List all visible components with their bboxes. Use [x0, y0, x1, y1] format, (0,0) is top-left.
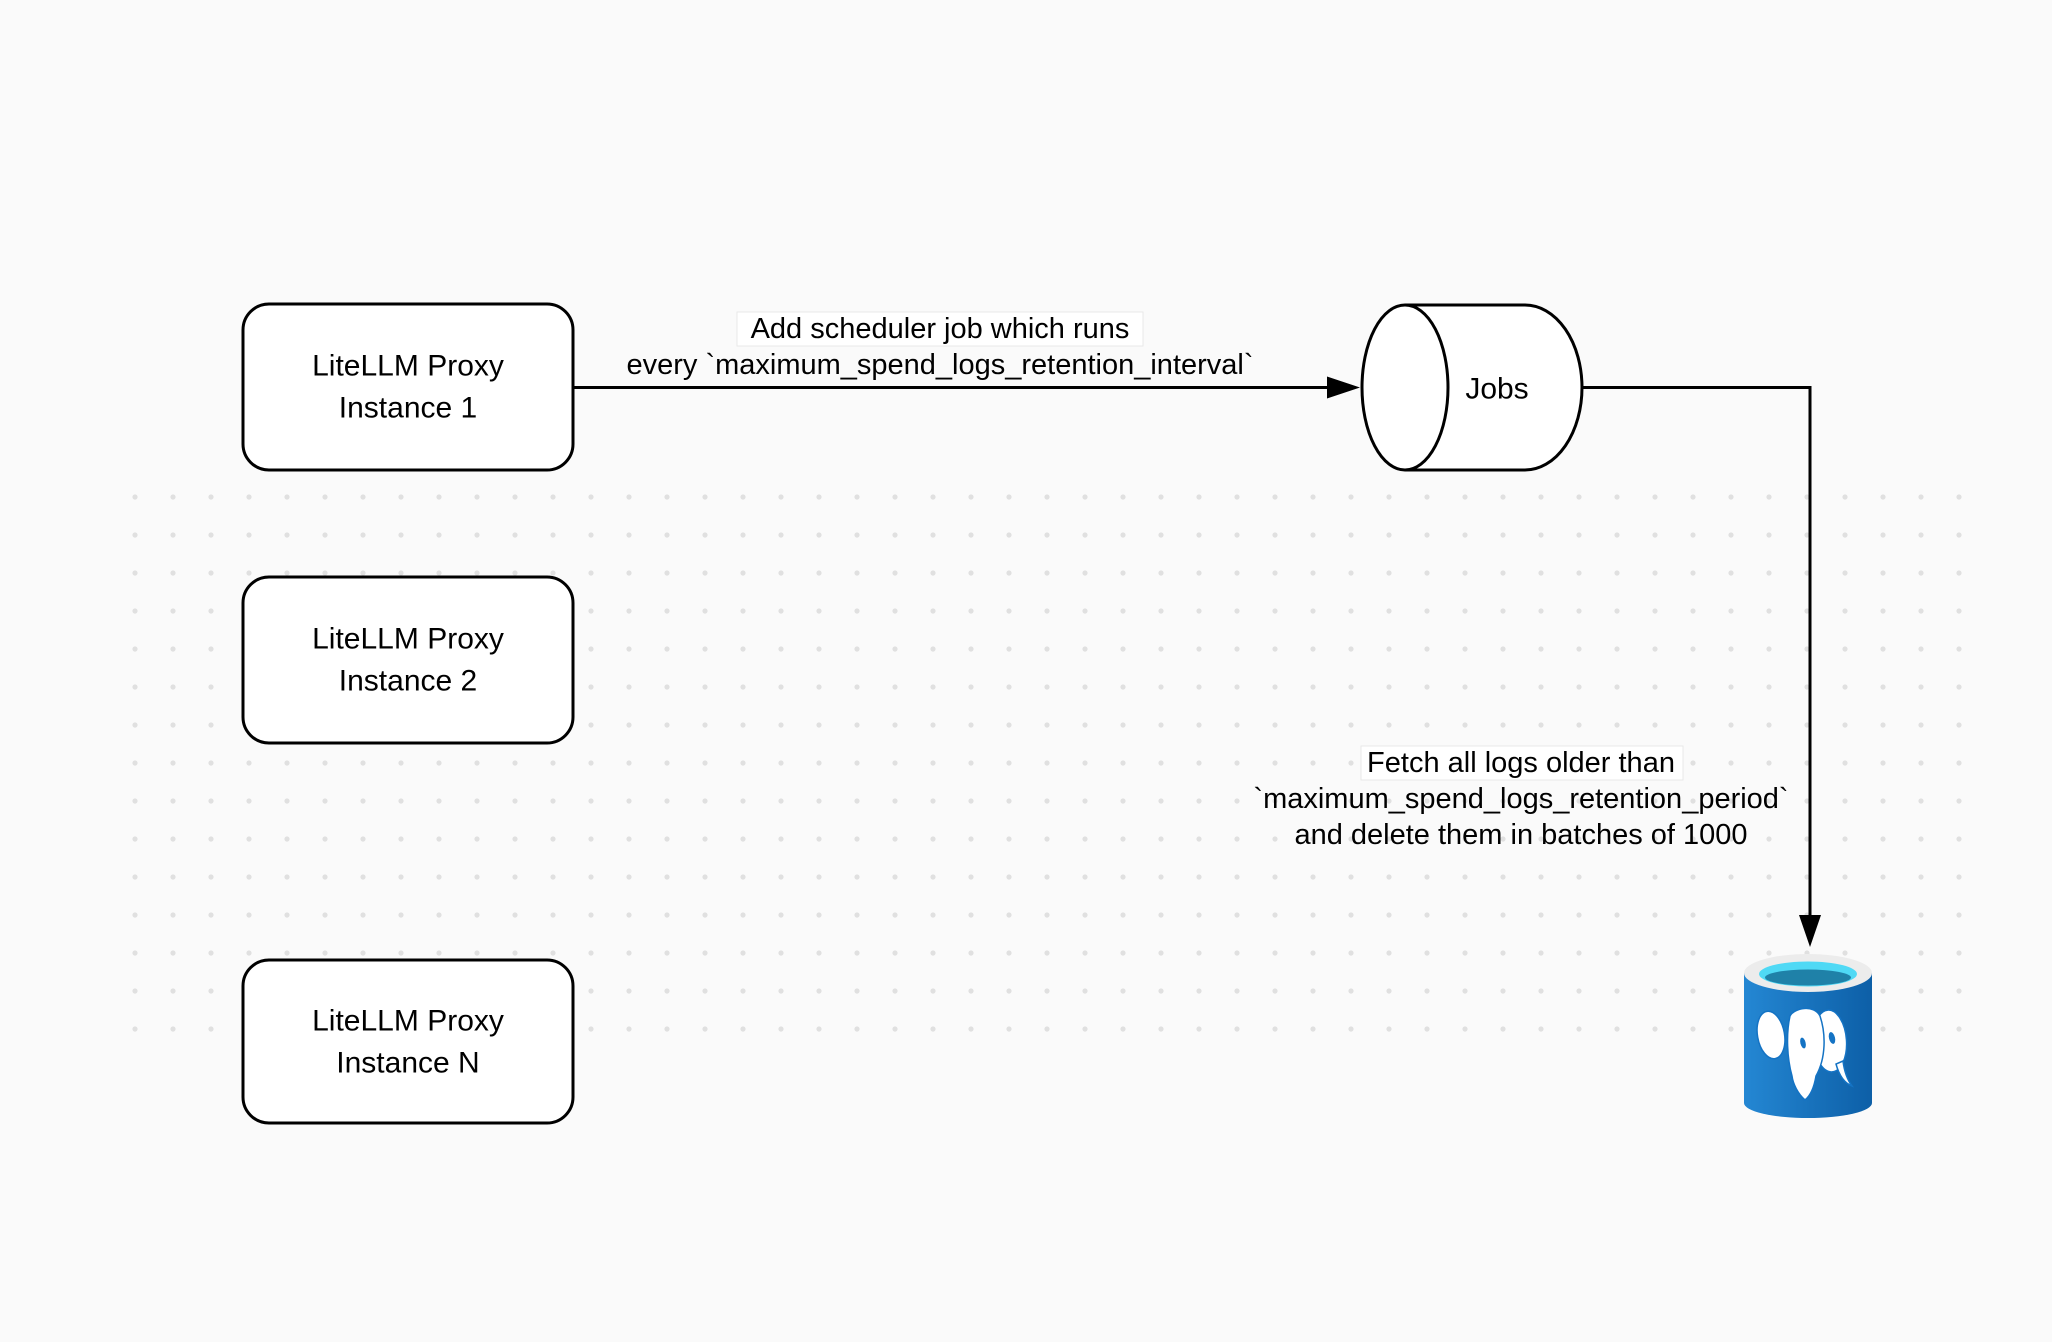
proxy-instance-n-label-line2: Instance N	[336, 1046, 480, 1080]
scheduler-edge-label-line1: Add scheduler job which runs	[750, 313, 1130, 345]
scheduler-edge-label-line2: every `maximum_spend_logs_retention_interval`	[626, 349, 1254, 381]
scheduler-edge-arrowhead	[1327, 377, 1360, 399]
proxy-instance-1-node	[243, 304, 573, 470]
postgresql-icon	[1744, 954, 1872, 1118]
jobs-queue-label: Jobs	[1465, 372, 1529, 406]
proxy-instance-n-label-line1: LiteLLM Proxy	[312, 1004, 504, 1038]
proxy-instance-1-label-line1: LiteLLM Proxy	[312, 349, 504, 383]
proxy-instance-1-box	[243, 304, 573, 470]
scheduler-edge-label	[626, 312, 1253, 381]
proxy-instance-n-box	[243, 960, 573, 1123]
delete-edge-label-line2: `maximum_spend_logs_retention_period`	[1253, 783, 1789, 815]
jobs-queue-cap	[1362, 305, 1448, 470]
dot-grid	[130, 492, 1966, 1036]
proxy-instance-1-label-line2: Instance 1	[338, 391, 478, 425]
proxy-instance-2-box	[243, 577, 573, 743]
delete-edge-label-line1: Fetch all logs older than	[1367, 747, 1675, 779]
proxy-instance-2-label-line1: LiteLLM Proxy	[312, 622, 504, 656]
delete-edge-label-line3: and delete them in batches of 1000	[1294, 819, 1748, 851]
proxy-instance-2-label-line2: Instance 2	[338, 664, 478, 698]
jobs-queue-node	[1362, 305, 1582, 470]
proxy-instance-n-node	[243, 960, 573, 1123]
proxy-instance-2-node	[243, 577, 573, 743]
postgresql-water-dark	[1765, 970, 1851, 986]
